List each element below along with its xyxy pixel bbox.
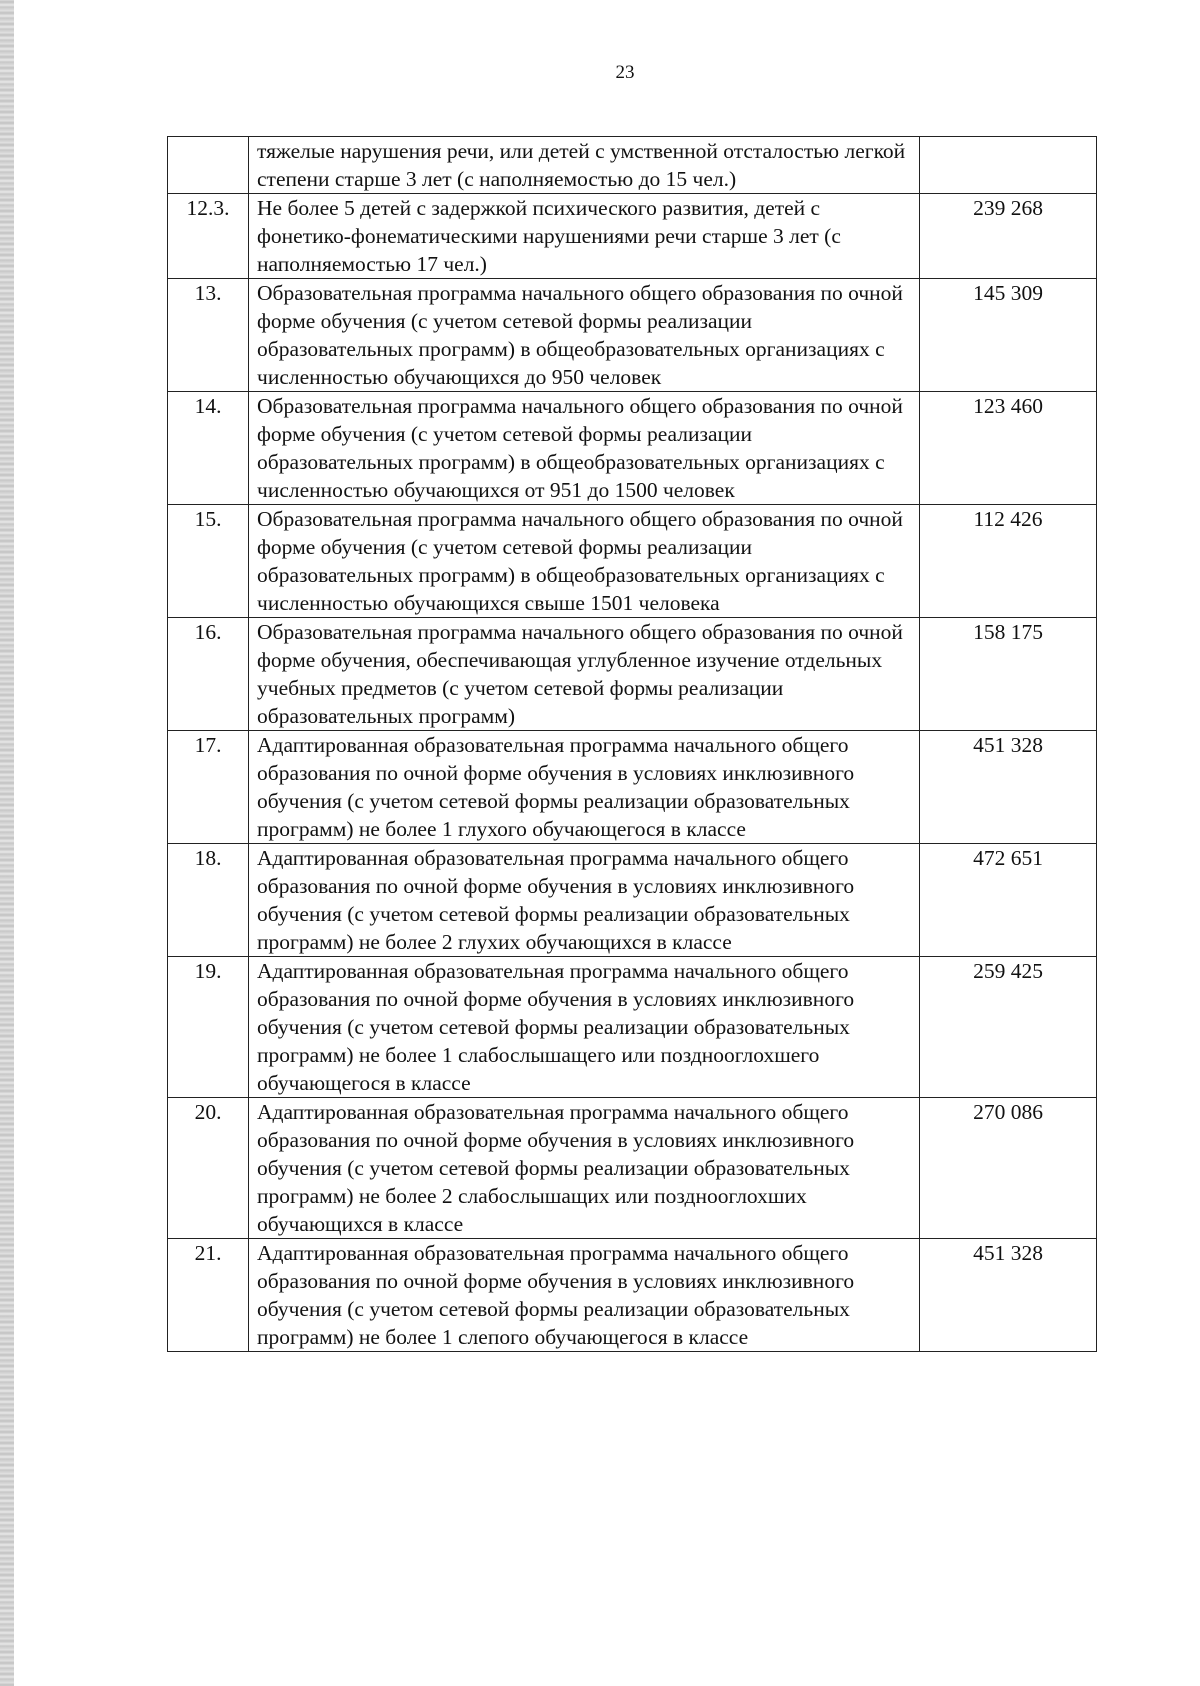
row-number-cell: [168, 137, 249, 194]
page-number: 23: [615, 62, 635, 83]
table-row: [168, 137, 1097, 194]
table-row: [168, 618, 1097, 731]
row-value-cell: 112 426: [920, 505, 1097, 618]
table-row: [168, 1239, 1097, 1352]
row-number-cell: 17.: [168, 731, 249, 844]
table-row: [168, 957, 1097, 1098]
row-value-cell: 158 175: [920, 618, 1097, 731]
table-row: [168, 392, 1097, 505]
row-description-cell: Образовательная программа начального общего образования по очной форме обучения (с учетом сетевой формы реализации образовательных программ) в общеобразовательных организациях с численностью обучающихся свыше 1501 человека: [249, 505, 920, 618]
row-number-cell: 21.: [168, 1239, 249, 1352]
table-row: [168, 1098, 1097, 1239]
row-description-cell: Адаптированная образовательная программа начального общего образования по очной форме обучения в условиях инклюзивного обучения (с учетом сетевой формы реализации образовательных программ) не более 1 слепого обучающегося в классе: [249, 1239, 920, 1352]
table-row: [168, 279, 1097, 392]
row-number-cell: 20.: [168, 1098, 249, 1239]
table-row: [168, 194, 1097, 279]
row-description-cell: тяжелые нарушения речи, или детей с умственной отсталостью легкой степени старше 3 лет (с наполняемостью до 15 чел.): [249, 137, 920, 194]
table-row: [168, 731, 1097, 844]
row-description-cell: Образовательная программа начального общего образования по очной форме обучения (с учетом сетевой формы реализации образовательных программ) в общеобразовательных организациях с численностью обучающихся от 951 до 1500 человек: [249, 392, 920, 505]
row-number-cell: 14.: [168, 392, 249, 505]
row-value-cell: 239 268: [920, 194, 1097, 279]
row-number-cell: 18.: [168, 844, 249, 957]
row-description-cell: Образовательная программа начального общего образования по очной форме обучения, обеспечивающая углубленное изучение отдельных учебных предметов (с учетом сетевой формы реализации образовательных программ): [249, 618, 920, 731]
row-description-cell: Адаптированная образовательная программа начального общего образования по очной форме обучения в условиях инклюзивного обучения (с учетом сетевой формы реализации образовательных программ) не более 2 глухих обучающихся в классе: [249, 844, 920, 957]
row-value-cell: 472 651: [920, 844, 1097, 957]
row-number-cell: 12.3.: [168, 194, 249, 279]
row-description-cell: Адаптированная образовательная программа начального общего образования по очной форме обучения в условиях инклюзивного обучения (с учетом сетевой формы реализации образовательных программ) не более 2 слабослышащих или позднооглохших обучающихся в классе: [249, 1098, 920, 1239]
row-number-cell: 13.: [168, 279, 249, 392]
row-number-cell: 15.: [168, 505, 249, 618]
row-value-cell: 451 328: [920, 731, 1097, 844]
standards-table: [167, 136, 1097, 1352]
scan-edge-artifact: [0, 0, 14, 1686]
row-value-cell: 270 086: [920, 1098, 1097, 1239]
row-value-cell: 259 425: [920, 957, 1097, 1098]
table-body: [168, 137, 1097, 1352]
row-value-cell: [920, 137, 1097, 194]
table-row: [168, 505, 1097, 618]
row-description-cell: Адаптированная образовательная программа начального общего образования по очной форме обучения в условиях инклюзивного обучения (с учетом сетевой формы реализации образовательных программ) не более 1 глухого обучающегося в классе: [249, 731, 920, 844]
row-description-cell: Не более 5 детей с задержкой психического развития, детей с фонетико-фонематическими нарушениями речи старше 3 лет (с наполняемостью 17 чел.): [249, 194, 920, 279]
row-value-cell: 123 460: [920, 392, 1097, 505]
row-value-cell: 451 328: [920, 1239, 1097, 1352]
row-value-cell: 145 309: [920, 279, 1097, 392]
row-description-cell: Адаптированная образовательная программа начального общего образования по очной форме обучения в условиях инклюзивного обучения (с учетом сетевой формы реализации образовательных программ) не более 1 слабослышащего или позднооглохшего обучающегося в классе: [249, 957, 920, 1098]
row-description-cell: Образовательная программа начального общего образования по очной форме обучения (с учетом сетевой формы реализации образовательных программ) в общеобразовательных организациях с численностью обучающихся до 950 человек: [249, 279, 920, 392]
table-row: [168, 844, 1097, 957]
row-number-cell: 19.: [168, 957, 249, 1098]
row-number-cell: 16.: [168, 618, 249, 731]
